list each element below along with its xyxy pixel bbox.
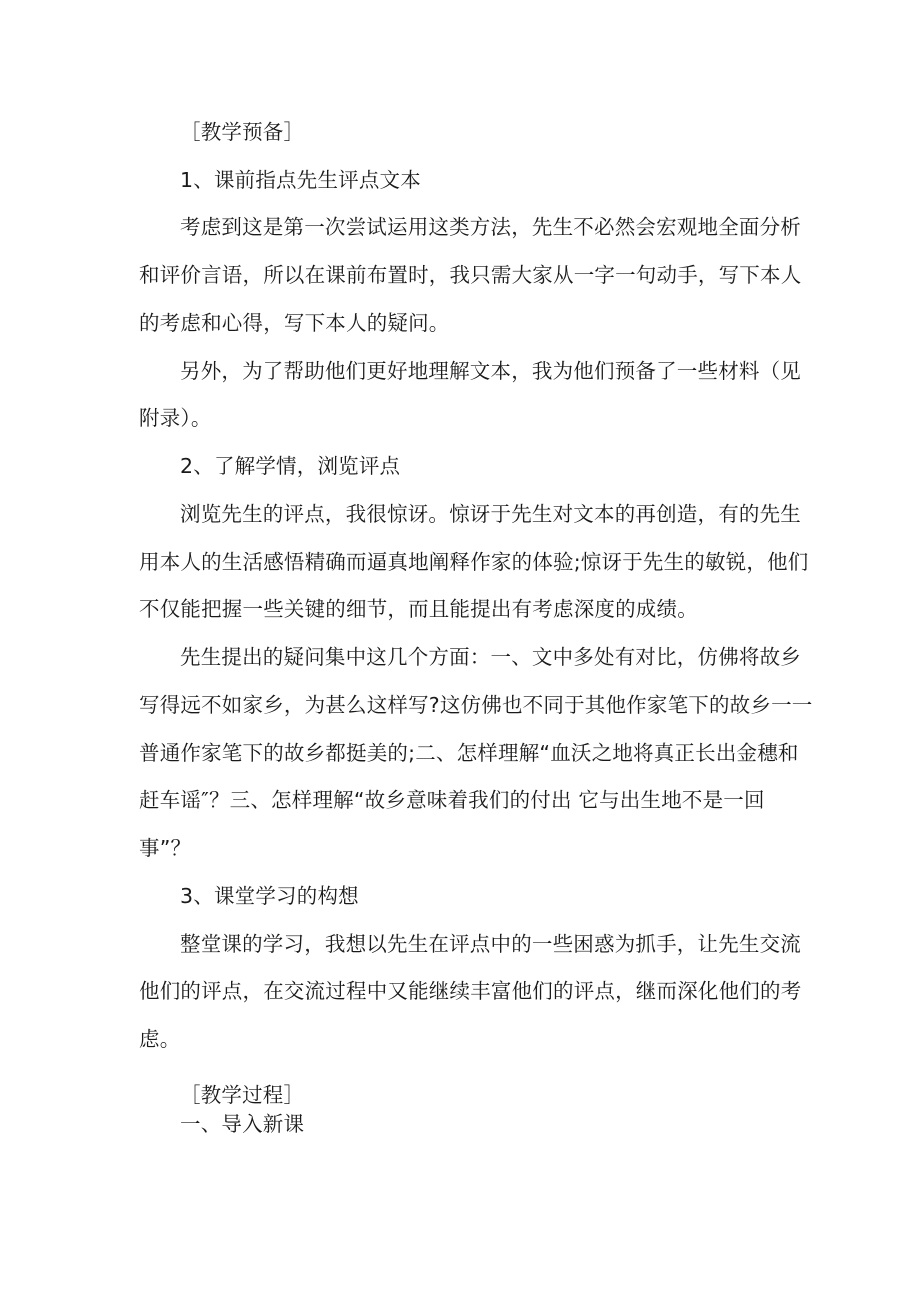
paragraph-3-line-3: 不仅能把握一些关键的细节，而且能提出有考虑深度的成绩。 [139,597,698,621]
paragraph-5-line-1: 整堂课的学习，我想以先生在评点中的一些困惑为抓手，让先生交流 [180,932,801,956]
paragraph-4-line-2: 写得远不如家乡，为甚么这样写?这仿佛也不同于其他作家笔下的故乡一一 [139,693,813,717]
item-heading-3: 3、课堂学习的构想 [180,884,359,908]
paragraph-5-line-2: 他们的评点，在交流过程中又能继续丰富他们的评点，继而深化他们的考 [139,979,802,1003]
paragraph-4-line-3: 普通作家笔下的故乡都挺美的;二、怎样理解“血沃之地将真正长出金穗和 [139,741,799,765]
paragraph-1-line-2: 和评价言语，所以在课前布置时，我只需大家从一字一句动手，写下本人 [139,263,802,287]
paragraph-1-line-1: 考虑到这是第一次尝试运用这类方法，先生不必然会宏观地全面分析 [180,215,801,239]
item-heading-1: 1、课前指点先生评点文本 [180,168,421,192]
section-heading-teaching-process: ［教学过程］ [180,1083,305,1107]
paragraph-4-line-5: 事”？ [139,836,192,860]
section-heading-teaching-prep: ［教学预备］ [180,120,305,144]
item-heading-lead-in: 一、导入新课 [180,1112,305,1136]
paragraph-3-line-2: 用本人的生活感悟精确而逼真地阐释作家的体验;惊讶于先生的敏锐，他们 [139,550,809,574]
item-heading-2: 2、了解学情，浏览评点 [180,454,401,478]
paragraph-4-line-1: 先生提出的疑问集中这几个方面：一、文中多处有对比，仿佛将故乡 [180,645,801,669]
paragraph-2-line-1: 另外，为了帮助他们更好地理解文本，我为他们预备了一些材料（见 [180,359,801,383]
paragraph-4-line-4: 赶车谣″？三、怎样理解“故乡意味着我们的付出 它与出生地不是一回 [139,788,765,812]
paragraph-3-line-1: 浏览先生的评点，我很惊讶。惊讶于先生对文本的再创造，有的先生 [180,502,801,526]
paragraph-1-line-3: 的考虑和心得，写下本人的疑问。 [139,311,450,335]
paragraph-5-line-3: 虑。 [139,1027,181,1051]
paragraph-2-line-2: 附录）。 [139,406,212,430]
